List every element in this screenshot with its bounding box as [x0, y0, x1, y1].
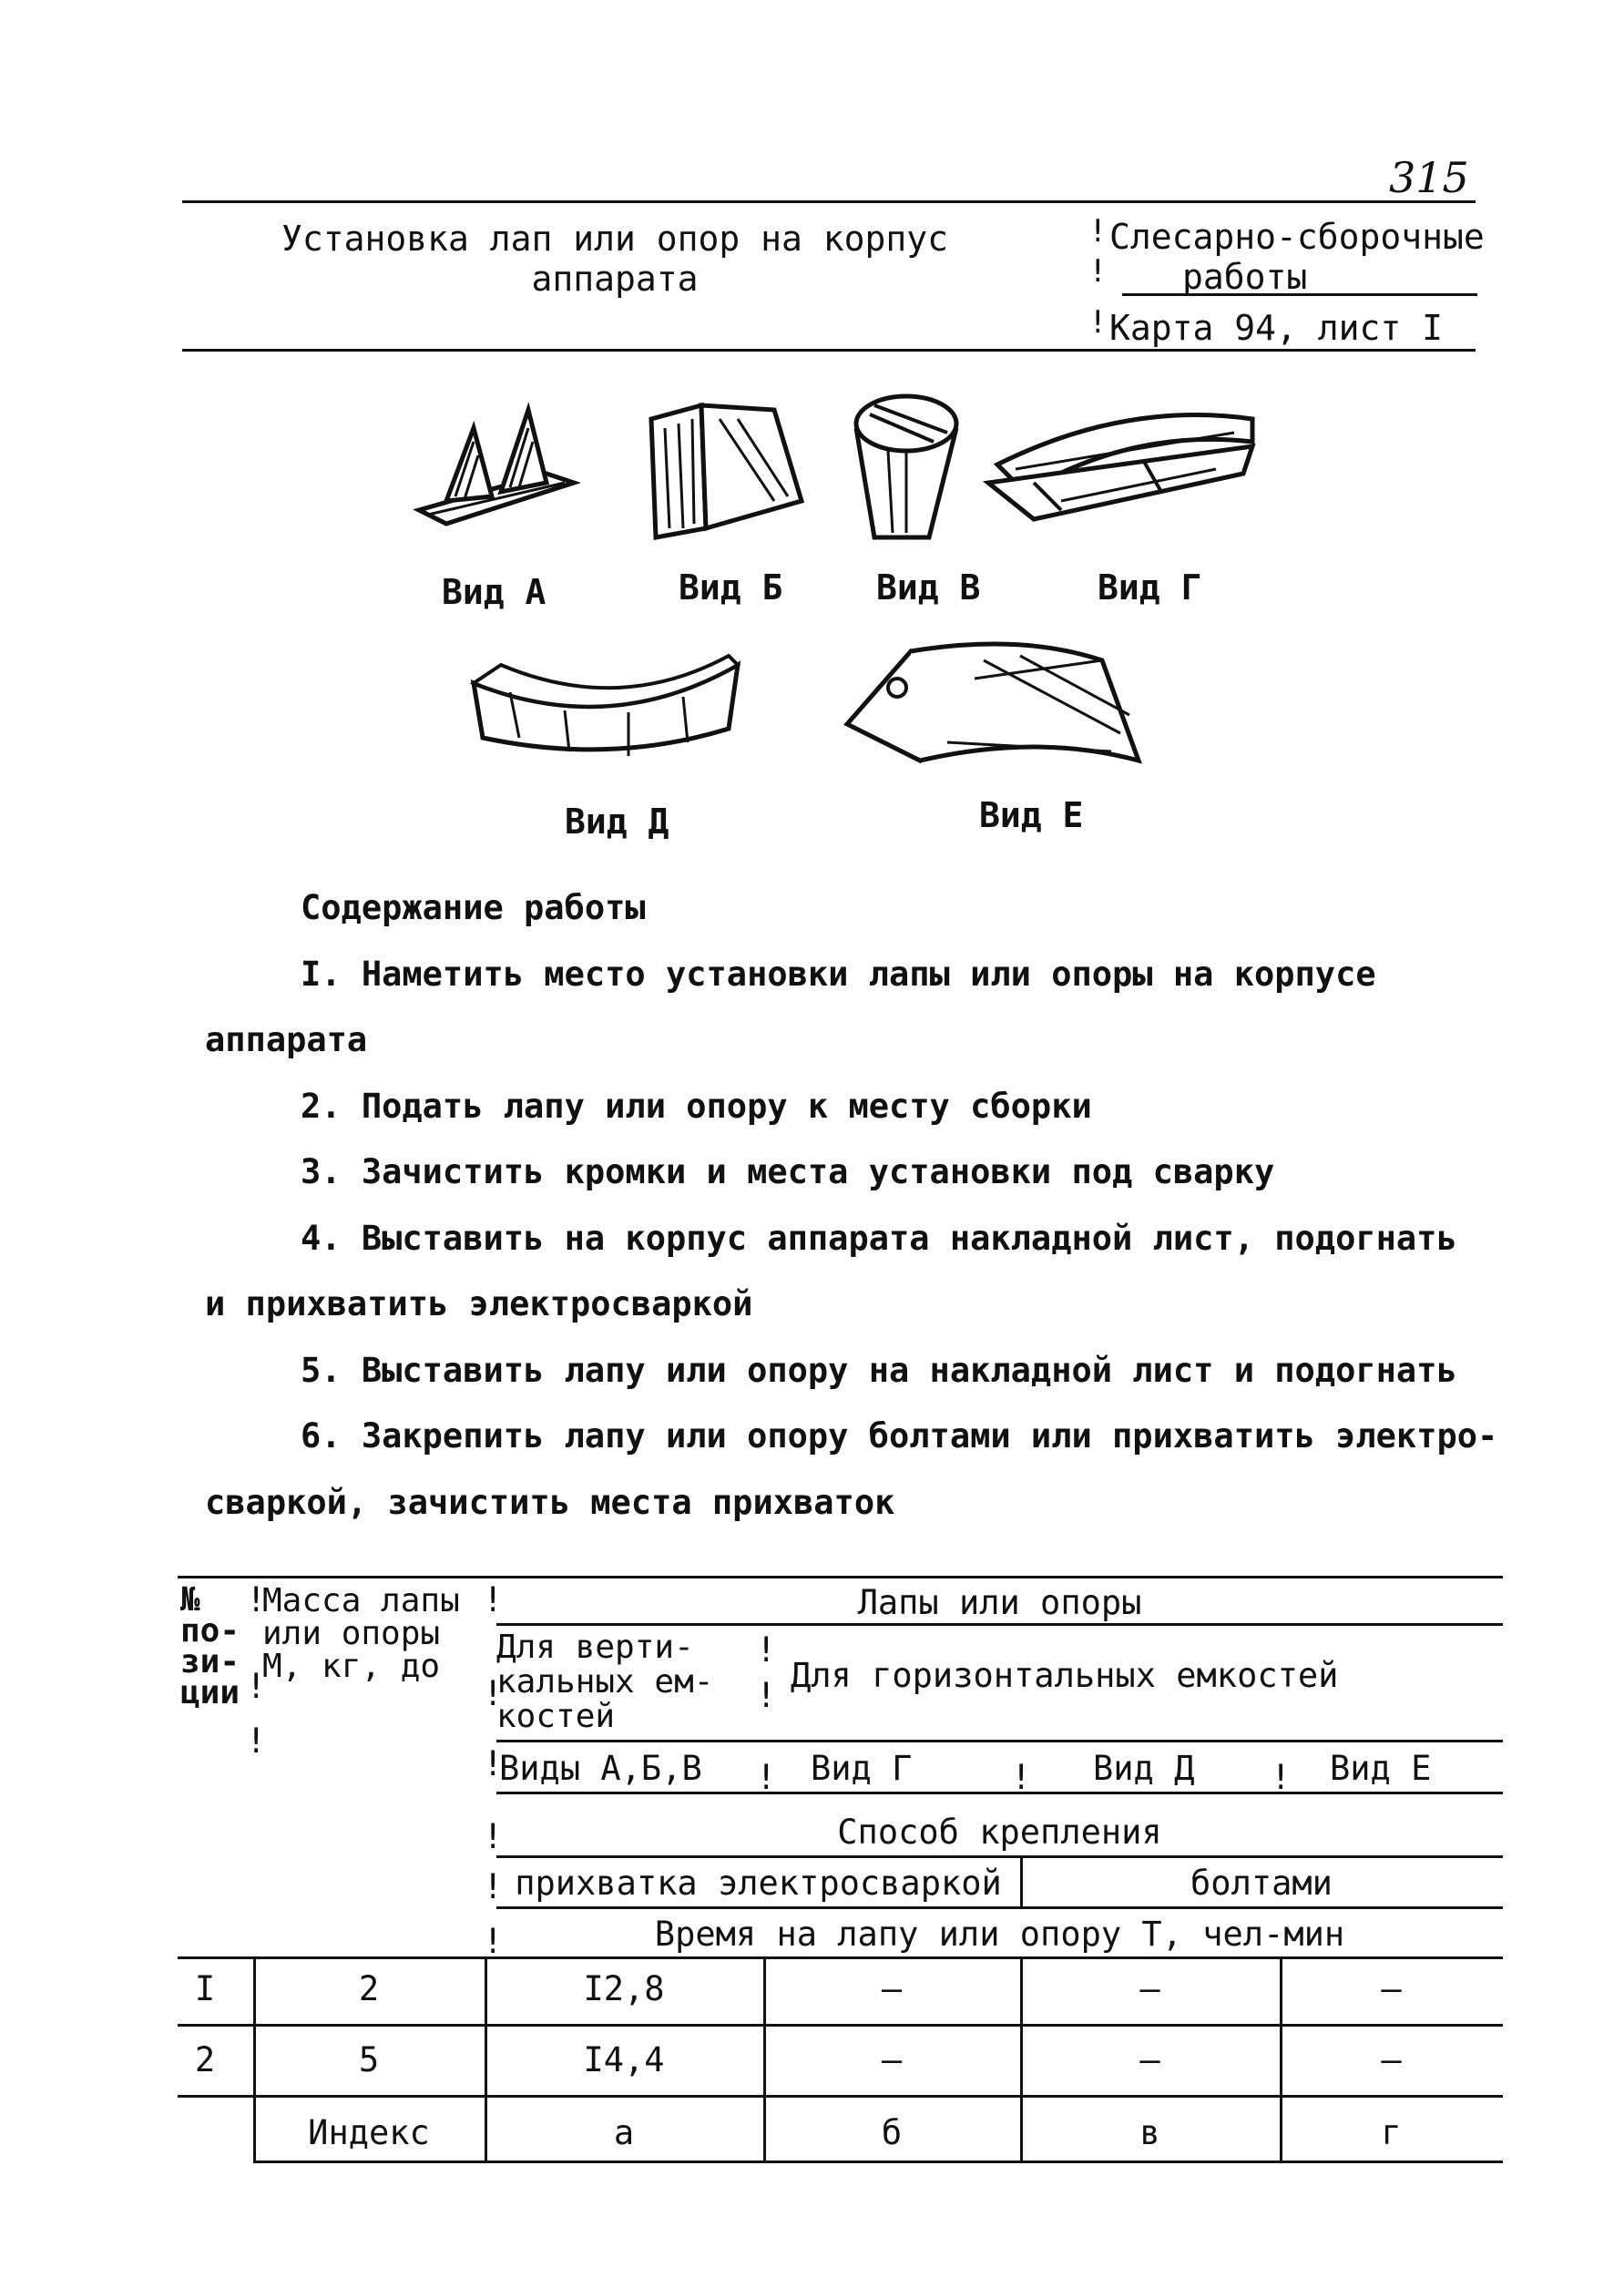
row-value-g: – [1381, 1969, 1402, 2008]
content-line: 5. Выставить лапу или опору на накладной лист и подогнать [301, 1351, 1457, 1390]
row-value-v: – [1139, 1969, 1160, 2008]
saddle-e-drawing [838, 624, 1148, 788]
document-title-line1: Установка лап или опор на корпус [281, 219, 949, 259]
page-number: 315 [1389, 153, 1469, 202]
work-category-line1: Слесарно-сборочные [1109, 217, 1485, 257]
content-line: I. Наметить место установки лапы или опоры на корпусе [301, 955, 1376, 994]
figure-caption-g: Вид Г [1098, 567, 1202, 608]
index-v: в [1139, 2113, 1160, 2152]
row-value-g: – [1381, 2040, 1402, 2079]
position-column-header: № по- зи- ции [180, 1581, 240, 1711]
group-header: Лапы или опоры [857, 1583, 1142, 1622]
paw-a-drawing [410, 392, 592, 537]
view-header-g: Вид Г [811, 1749, 913, 1788]
index-g: г [1381, 2113, 1402, 2152]
content-line: сваркой, зачистить места прихваток [205, 1483, 895, 1522]
fastening-header: Способ крепления [837, 1813, 1162, 1852]
figure-caption-b: Вид Б [679, 567, 783, 608]
index-a: а [613, 2113, 635, 2152]
row-value-v: – [1139, 2040, 1160, 2079]
paw-b-drawing [638, 392, 811, 547]
vertical-tanks-header: Для верти- кальных ем- костей [496, 1629, 714, 1735]
mass-column-header: Масса лапы или опоры М, кг, до [262, 1582, 460, 1685]
time-header: Время на лапу или опору Т, чел-мин [654, 1915, 1345, 1954]
index-label: Индекс [308, 2113, 430, 2152]
document-title-line2: аппарата [531, 259, 699, 299]
content-line: 6. Закрепить лапу или опору болтами или прихватить электро- [301, 1416, 1498, 1456]
content-line: 3. Зачистить кромки и места установки под сварку [301, 1152, 1275, 1191]
figure-caption-d: Вид Д [565, 802, 669, 842]
figure-caption-a: Вид А [442, 572, 546, 612]
header-top-rule [182, 200, 1476, 203]
fastening-weld: прихватка электросваркой [515, 1864, 1002, 1903]
work-category [1109, 217, 1485, 297]
view-header-e: Вид Е [1330, 1749, 1432, 1788]
view-header-abv: Виды А,Б,В [499, 1749, 702, 1788]
row-value-b: – [881, 2040, 903, 2079]
figure-caption-v: Вид В [876, 567, 981, 608]
figure-caption-e: Вид Е [979, 795, 1084, 835]
card-number: Карта 94, лист I [1109, 308, 1444, 348]
content-line: и прихватить электросваркой [205, 1284, 753, 1323]
document-title [182, 219, 1047, 299]
view-header-d: Вид Д [1093, 1749, 1195, 1788]
header-separators: ! ! ! [1088, 213, 1108, 341]
row-pos: 2 [194, 2040, 216, 2079]
content-heading: Содержание работы [301, 888, 646, 927]
row-value-a: I2,8 [583, 1969, 665, 2008]
content-line: аппарата [205, 1020, 368, 1059]
saddle-d-drawing [465, 628, 756, 774]
row-pos: I [194, 1969, 216, 2008]
content-line: 2. Подать лапу или опору к месту сборки [301, 1087, 1092, 1126]
saddle-g-drawing [979, 392, 1271, 537]
work-category-line2: работы [1182, 257, 1308, 297]
header-bottom-rule [182, 349, 1476, 352]
fastening-bolts: болтами [1190, 1864, 1333, 1903]
content-line: 4. Выставить на корпус аппарата накладной лист, подогнать [301, 1219, 1457, 1258]
row-value-a: I4,4 [583, 2040, 665, 2079]
index-b: б [881, 2113, 903, 2152]
document-page: 315 Установка лап или опор на корпус аппарата ! ! ! Слесарно-сборочные работы Карта 94, лист I Вид А Вид Б Вид В Вид Г Вид Д Вид Е Содержание работы I. Наметить место установки лапы или опоры на корпусе аппарата 2. Подать лапу или опору к месту сборки 3. Зачистить кромки и места установки под сварку 4. Выставить на корпус аппарата накладной лист, подогнать и прихватить электросваркой 5. Выставить лапу или опору на накладной лист и подогнать 6. Закрепить лапу или опору болтами или прихватить электро- сваркой, зачистить места прихваток ! ! ! ! ! ! ! ! ! ! ! ! ! ! № по- зи- ции Масса лапы или опоры М, кг, до Лапы или опоры Для верти- кальных ем- костей Для горизонтальных емкостей Виды А,Б,В Вид Г Вид Д Вид Е Способ крепления прихватка электросваркой болтами Время на лапу или опору Т, чел-мин I 2 I2,8 – – – 2 5 I4,4 – – – Индекс а б в г [0, 0, 1624, 2278]
row-mass: 5 [358, 2040, 380, 2079]
horizontal-tanks-header: Для горизонтальных емкостей [791, 1656, 1339, 1695]
row-mass: 2 [358, 1969, 380, 2008]
row-value-b: – [881, 1969, 903, 2008]
paw-v-drawing [833, 387, 979, 551]
